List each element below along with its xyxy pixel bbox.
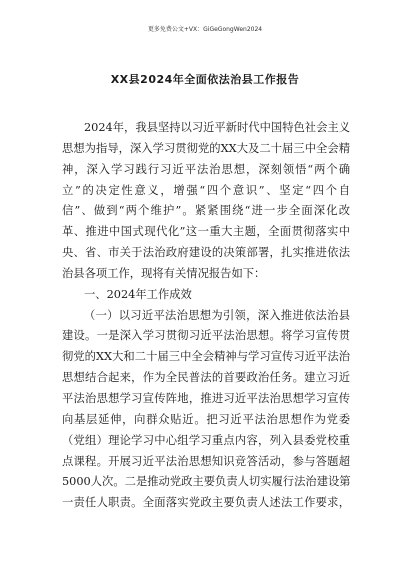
body-line: 点课程。开展习近平法治思想知识竞答活动，参与答题超 — [62, 454, 350, 468]
body-line: 革、推进中国式现代化”这一重大主题，全面贯彻落实中 — [62, 225, 350, 239]
body-line: 一责任人职责。全面落实党政主要负责人述法工作要求， — [62, 496, 350, 510]
body-line: （一）以习近平法治思想为引领，深入推进依法治县 — [84, 308, 350, 322]
body-line: 5000人次。二是推动党政主要负责人切实履行法治建设第 — [62, 475, 351, 489]
body-line: 神，深入学习践行习近平法治思想，深刻领悟“两个确 — [62, 162, 350, 176]
document-title: XX县2024年全面依法治县工作报告 — [110, 73, 300, 86]
body-line: 向基层延伸，向群众贴近。把习近平法治思想作为党委 — [62, 412, 350, 426]
body-line: 央、省、市关于法治政府建设的决策部署，扎实推进依法 — [62, 246, 350, 260]
body-line: 平法治思想学习宣传阵地，推进习近平法治思想学习宣传 — [62, 391, 350, 405]
body-line: 治县各项工作，现将有关情况报告如下： — [62, 266, 266, 280]
body-line: 思想为指导，深入学习贯彻党的XX大及二十届三中全会精 — [62, 141, 350, 155]
body-line: 2024年，我县坚持以习近平新时代中国特色社会主义 — [84, 121, 350, 134]
body-line: 建设。一是深入学习贯彻习近平法治思想。将学习宣传贯 — [62, 329, 350, 343]
body-line: （党组）理论学习中心组学习重点内容，列入县委党校重 — [62, 433, 350, 447]
header-note: 更多免费公文+VX：GiGeGongWen2024 — [147, 26, 263, 33]
section-heading: 一、2024年工作成效 — [84, 287, 192, 301]
body-line: 彻党的XX大和二十届三中全会精神与学习宣传习近平法治 — [62, 350, 350, 364]
document-body — [62, 118, 350, 514]
body-line: 思想结合起来，作为全民普法的首要政治任务。建立习近 — [62, 371, 350, 385]
body-line: 信”、做到“两个维护”。紧紧围绕“进一步全面深化改 — [62, 204, 350, 218]
body-line: 立”的决定性意义，增强“四个意识”、坚定“四个自 — [62, 183, 350, 197]
